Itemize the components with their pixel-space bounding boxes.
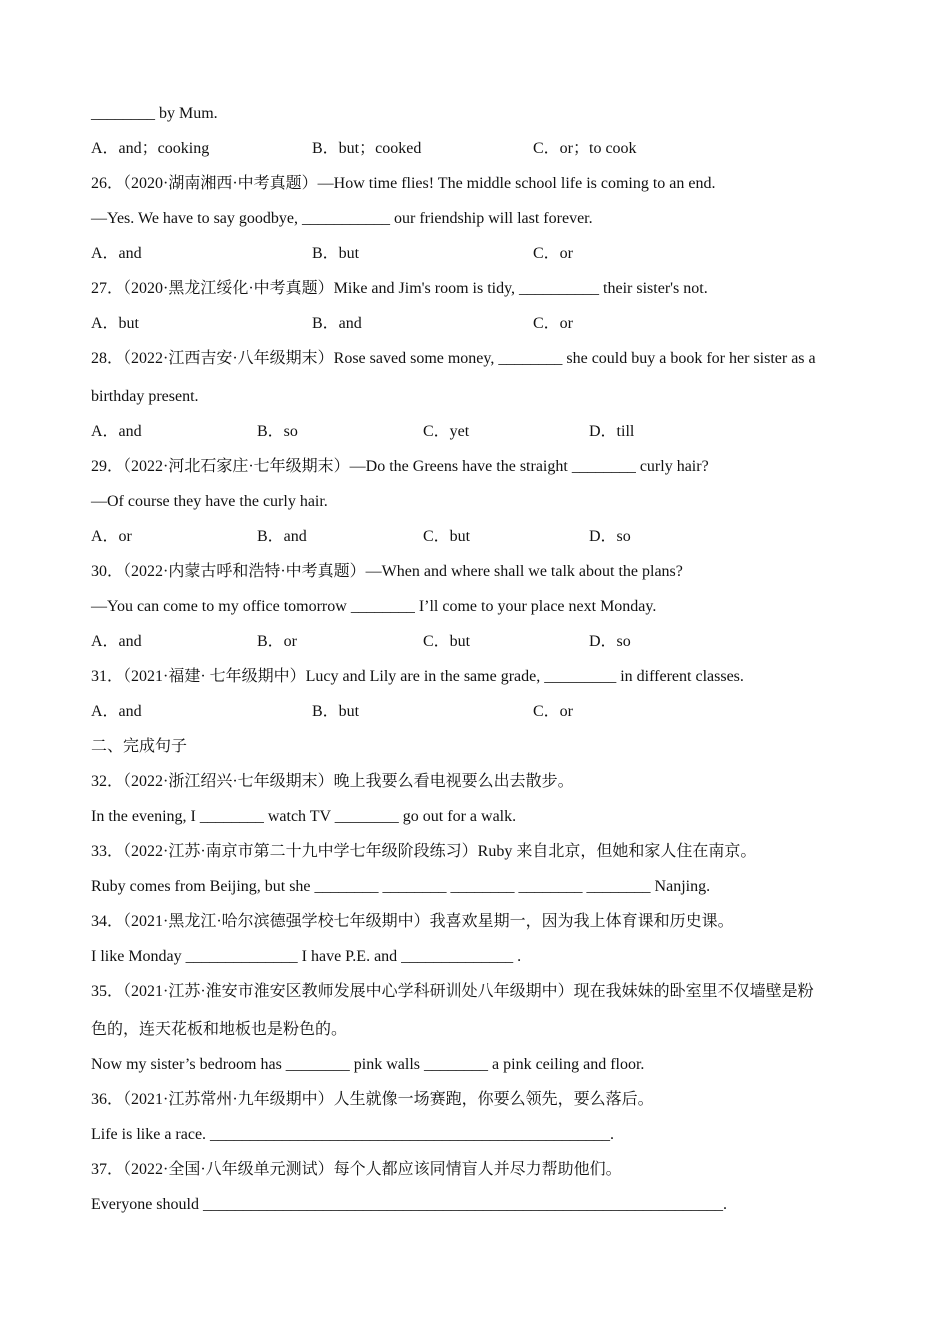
question-33-sentence: Ruby comes from Beijing, but she ________ ________ ________ ________ ________ Nanjing. (91, 878, 711, 895)
question-35-prompt: 35．（2021·江苏·淮安市淮安区教师发展中心学科研训处八年级期中）现在我妹妹的卧室里不仅墙壁是粉 (91, 983, 814, 1000)
q29-option-b: B．and (257, 528, 307, 545)
q30-option-b: B．or (257, 633, 298, 650)
q30-option-a: A．and (91, 633, 142, 650)
question-28-text-cont: birthday present. (91, 388, 199, 405)
q31-option-a: A．and (91, 703, 142, 720)
question-31-text: 31．（2021·福建· 七年级期中）Lucy and Lily are in the same grade, _________ in different classes. (91, 668, 744, 685)
q26-option-a: A．and (91, 245, 142, 262)
question-37-prompt: 37．（2022·全国·八年级单元测试）每个人都应该同情盲人并尽力帮助他们。 (91, 1161, 622, 1178)
q25-option-a: A．and；cooking (91, 140, 210, 157)
q27-option-a: A．but (91, 315, 140, 332)
question-36-sentence: Life is like a race. __________________________________________________. (91, 1126, 615, 1143)
question-35-prompt-cont: 色的，连天花板和地板也是粉色的。 (91, 1021, 348, 1038)
q27-option-b: B．and (312, 315, 362, 332)
question-26-text: 26．（2020·湖南湘西·中考真题）—How time flies! The middle school life is coming to an end. (91, 175, 716, 192)
question-32-prompt: 32．（2022·浙江绍兴·七年级期末）晚上我要么看电视要么出去散步。 (91, 773, 574, 790)
question-30-text: 30．（2022·内蒙古呼和浩特·中考真题）—When and where shall we talk about the plans? (91, 563, 683, 580)
question-26-reply: —Yes. We have to say goodbye, ___________ our friendship will last forever. (91, 210, 593, 227)
q25-option-b: B．but；cooked (312, 140, 422, 157)
q31-option-b: B．but (312, 703, 360, 720)
q26-option-c: C．or (533, 245, 574, 262)
question-36-prompt: 36．（2021·江苏常州·九年级期中）人生就像一场赛跑，你要么领先，要么落后。 (91, 1091, 654, 1108)
q31-option-c: C．or (533, 703, 574, 720)
q30-option-c: C．but (423, 633, 471, 650)
question-25-text: ________ by Mum. (91, 105, 218, 122)
question-30-reply: —You can come to my office tomorrow ________ I’ll come to your place next Monday. (91, 598, 657, 615)
question-29-text: 29．（2022·河北石家庄·七年级期末）—Do the Greens have the straight ________ curly hair? (91, 458, 709, 475)
q26-option-b: B．but (312, 245, 360, 262)
q25-option-c: C．or；to cook (533, 140, 637, 157)
question-27-text: 27．（2020·黑龙江绥化·中考真题）Mike and Jim's room is tidy, __________ their sister's not. (91, 280, 708, 297)
q28-option-d: D．till (589, 423, 635, 440)
q28-option-a: A．and (91, 423, 142, 440)
question-29-reply: —Of course they have the curly hair. (91, 493, 328, 510)
question-34-sentence: I like Monday ______________ I have P.E. and ______________ . (91, 948, 522, 965)
q28-option-c: C．yet (423, 423, 470, 440)
section-heading: 二、完成句子 (91, 738, 188, 755)
q29-option-d: D．so (589, 528, 631, 545)
q28-option-b: B．so (257, 423, 298, 440)
question-32-sentence: In the evening, I ________ watch TV ________ go out for a walk. (91, 808, 517, 825)
question-35-sentence: Now my sister’s bedroom has ________ pink walls ________ a pink ceiling and floor. (91, 1056, 645, 1073)
question-33-prompt: 33．（2022·江苏·南京市第二十九中学七年级阶段练习）Ruby 来自北京，但她和家人住在南京。 (91, 843, 757, 860)
q27-option-c: C．or (533, 315, 574, 332)
question-28-text: 28．（2022·江西吉安·八年级期末）Rose saved some money, ________ she could buy a book for her sister as a (91, 350, 816, 367)
question-37-sentence: Everyone should _________________________________________________________________. (91, 1196, 727, 1213)
q29-option-c: C．but (423, 528, 471, 545)
q29-option-a: A．or (91, 528, 132, 545)
question-34-prompt: 34．（2021·黑龙江·哈尔滨德强学校七年级期中）我喜欢星期一，因为我上体育课和历史课。 (91, 913, 734, 930)
q30-option-d: D．so (589, 633, 631, 650)
